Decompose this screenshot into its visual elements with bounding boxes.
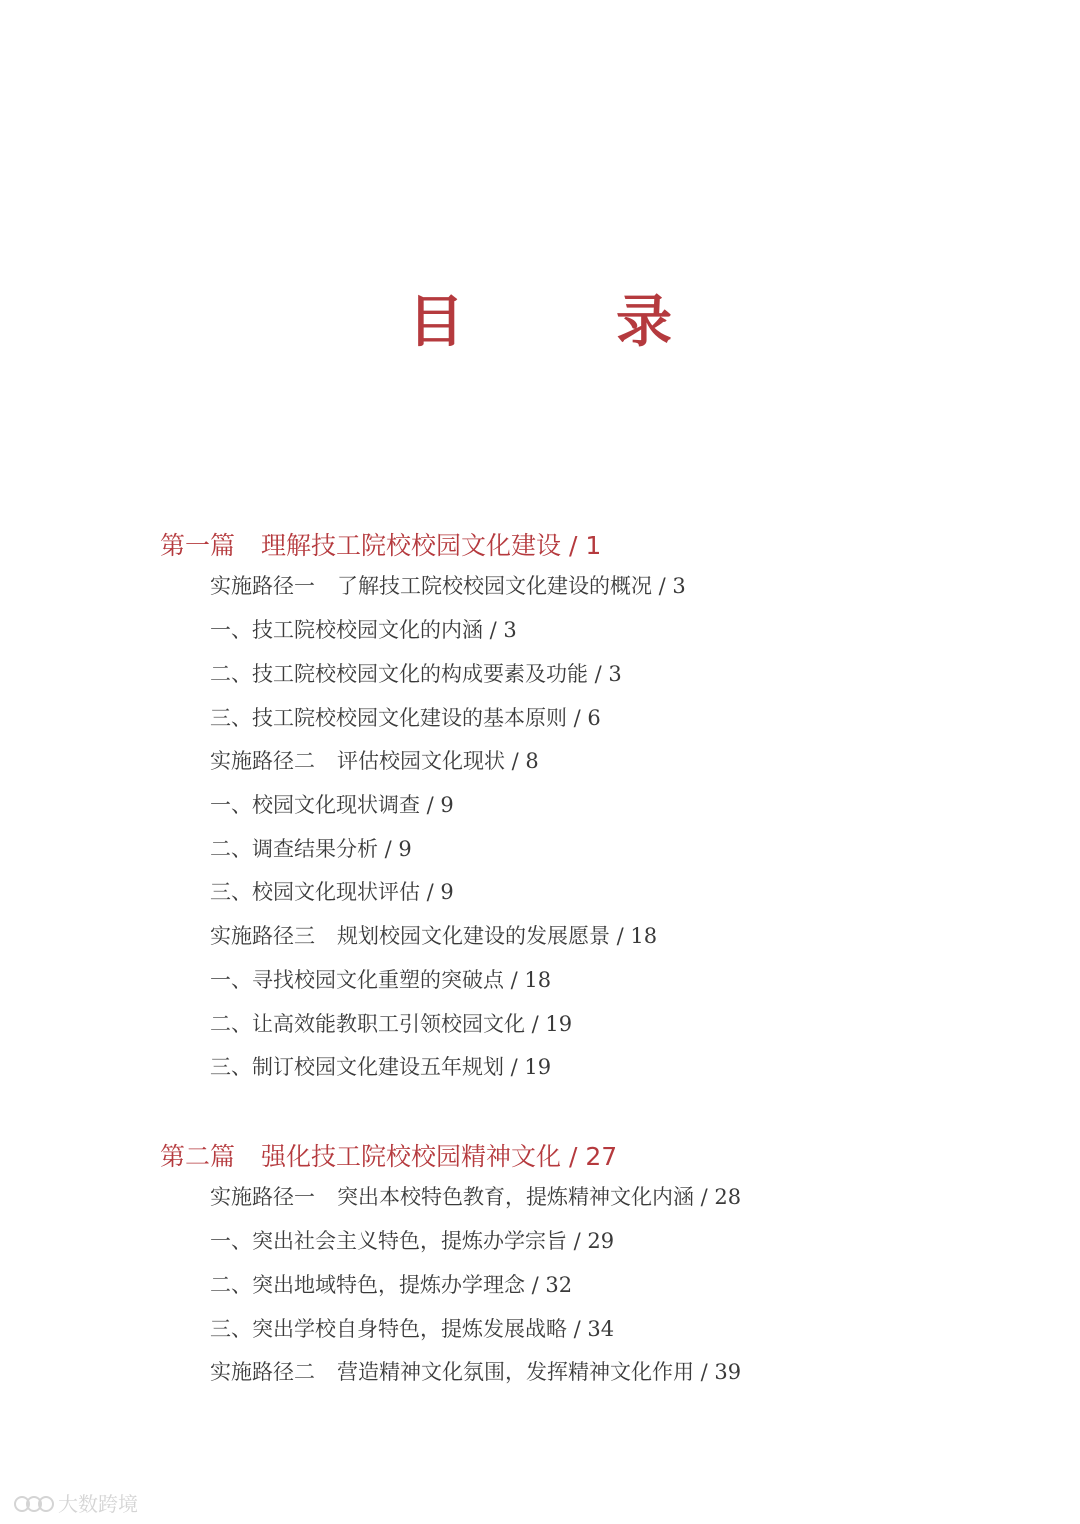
toc-entry[interactable] [210,1008,572,1038]
watermark-logo-icon [14,1491,54,1515]
part-title: 强化技工院校校园精神文化 / 27 [261,1142,618,1171]
entry-text: 规划校园文化建设的发展愿景 / 18 [337,924,658,948]
toc-entry[interactable] [210,964,551,994]
path-number: 实施路径二 [210,1360,315,1384]
toc-entry[interactable] [210,1269,572,1299]
toc-entry[interactable] [210,1181,741,1211]
entry-text: 了解技工院校校园文化建设的概况 / 3 [337,574,686,598]
entry-text: 三、校园文化现状评估 / 9 [210,880,454,904]
part-title: 理解技工院校校园文化建设 / 1 [261,531,602,560]
watermark [14,1488,138,1517]
part-heading-2[interactable] [160,1137,617,1173]
watermark-text: 大数跨境 [58,1492,138,1516]
entry-text: 一、校园文化现状调查 / 9 [210,793,454,817]
entry-text: 一、寻找校园文化重塑的突破点 / 18 [210,968,552,992]
page-title: 目 录 [408,290,720,355]
toc-entry[interactable] [210,702,601,732]
toc-entry[interactable] [210,1225,614,1255]
entry-text: 三、制订校园文化建设五年规划 / 19 [210,1055,552,1079]
path-number: 实施路径一 [210,574,315,598]
path-number: 实施路径三 [210,924,315,948]
toc-entry[interactable] [210,1051,551,1081]
toc-entry[interactable] [210,658,622,688]
entry-text: 一、突出社会主义特色，提炼办学宗旨 / 29 [210,1229,615,1253]
entry-text: 一、技工院校校园文化的内涵 / 3 [210,618,517,642]
toc-entry[interactable] [210,1356,741,1386]
path-number: 实施路径一 [210,1185,315,1209]
part-number: 第一篇 [160,531,236,560]
toc-entry[interactable] [210,789,454,819]
entry-text: 二、突出地域特色，提炼办学理念 / 32 [210,1273,573,1297]
part-number: 第二篇 [160,1142,236,1171]
path-number: 实施路径二 [210,749,315,773]
entry-text: 三、技工院校校园文化建设的基本原则 / 6 [210,706,601,730]
toc-entry[interactable] [210,920,657,950]
toc-entry[interactable] [210,614,517,644]
toc-entry[interactable] [210,745,539,775]
entry-text: 二、让高效能教职工引领校园文化 / 19 [210,1012,573,1036]
toc-entry[interactable] [210,570,686,600]
toc-entry[interactable] [210,833,412,863]
entry-text: 三、突出学校自身特色，提炼发展战略 / 34 [210,1317,615,1341]
entry-text: 评估校园文化现状 / 8 [337,749,539,773]
entry-text: 二、技工院校校园文化的构成要素及功能 / 3 [210,662,622,686]
entry-text: 二、调查结果分析 / 9 [210,837,412,861]
toc-entry[interactable] [210,1313,614,1343]
toc-entry[interactable] [210,876,454,906]
part-heading-1[interactable] [160,526,601,562]
entry-text: 营造精神文化氛围，发挥精神文化作用 / 39 [337,1360,742,1384]
entry-text: 突出本校特色教育，提炼精神文化内涵 / 28 [337,1185,742,1209]
